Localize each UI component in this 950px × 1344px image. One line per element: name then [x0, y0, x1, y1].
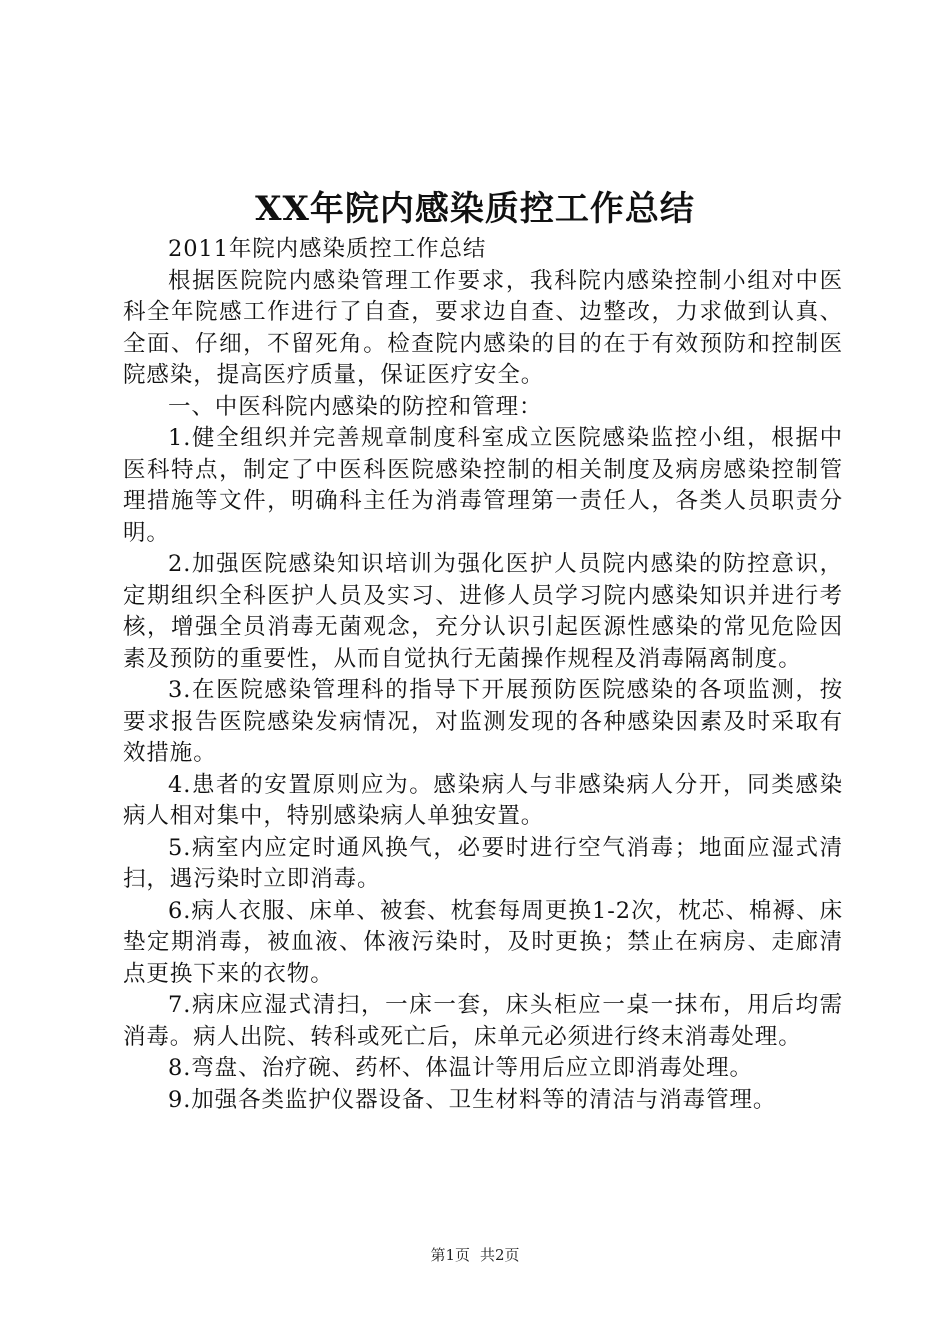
section-heading: 一、中医科院内感染的防控和管理： — [168, 393, 543, 420]
page-number: 第1页 — [430, 1246, 470, 1264]
paragraph-subtitle: 2011年院内感染质控工作总结 — [168, 236, 487, 262]
list-item: 8.弯盘、治疗碗、药杯、体温计等用后应立即消毒处理。 — [168, 1055, 753, 1081]
list-item: 7.病床应湿式清扫，一床一套，床头柜应一桌一抹布，用后均需消毒。病人出院、转科或死亡后，床单元必须进行终末消毒处理。 — [123, 992, 843, 1050]
list-item: 9.加强各类监护仪器设备、卫生材料等的清洁与消毒管理。 — [168, 1086, 777, 1113]
page-total: 共2页 — [480, 1246, 520, 1264]
document-body — [123, 234, 843, 1116]
list-item: 2.加强医院感染知识培训为强化医护人员院内感染的防控意识，定期组织全科医护人员及实习、进修人员学习院内感染知识并进行考核，增强全员消毒无菌观念，充分认识引起医源性感染的常见危险因素及预防的重要性，从而自觉执行无菌操作规程及消毒隔离制度。 — [123, 551, 843, 672]
list-item: 6.病人衣服、床单、被套、枕套每周更换1-2次，枕芯、棉褥、床垫定期消毒，被血液、体液污染时，及时更换；禁止在病房、走廊清点更换下来的衣物。 — [123, 897, 843, 987]
list-item: 3.在医院感染管理科的指导下开展预防医院感染的各项监测，按要求报告医院感染发病情况，对监测发现的各种感染因素及时采取有效措施。 — [123, 677, 843, 766]
list-item: 4.患者的安置原则应为。感染病人与非感染病人分开，同类感染病人相对集中，特别感染病人单独安置。 — [123, 771, 843, 829]
page-footer — [0, 1244, 950, 1265]
paragraph-intro: 根据医院院内感染管理工作要求，我科院内感染控制小组对中医科全年院感工作进行了自查，要求边自查、边整改，力求做到认真、全面、仔细，不留死角。检查院内感染的目的在于有效预防和控制医院感染，提高医疗质量，保证医疗安全。 — [123, 267, 843, 388]
document-title: XX年院内感染质控工作总结 — [255, 189, 695, 229]
list-item: 1.健全组织并完善规章制度科室成立医院感染监控小组，根据中医科特点，制定了中医科医院感染控制的相关制度及病房感染控制管理措施等文件，明确科主任为消毒管理第一责任人，各类人员职责分明。 — [123, 425, 843, 546]
list-item: 5.病室内应定时通风换气，必要时进行空气消毒；地面应湿式清扫，遇污染时立即消毒。 — [123, 834, 843, 892]
